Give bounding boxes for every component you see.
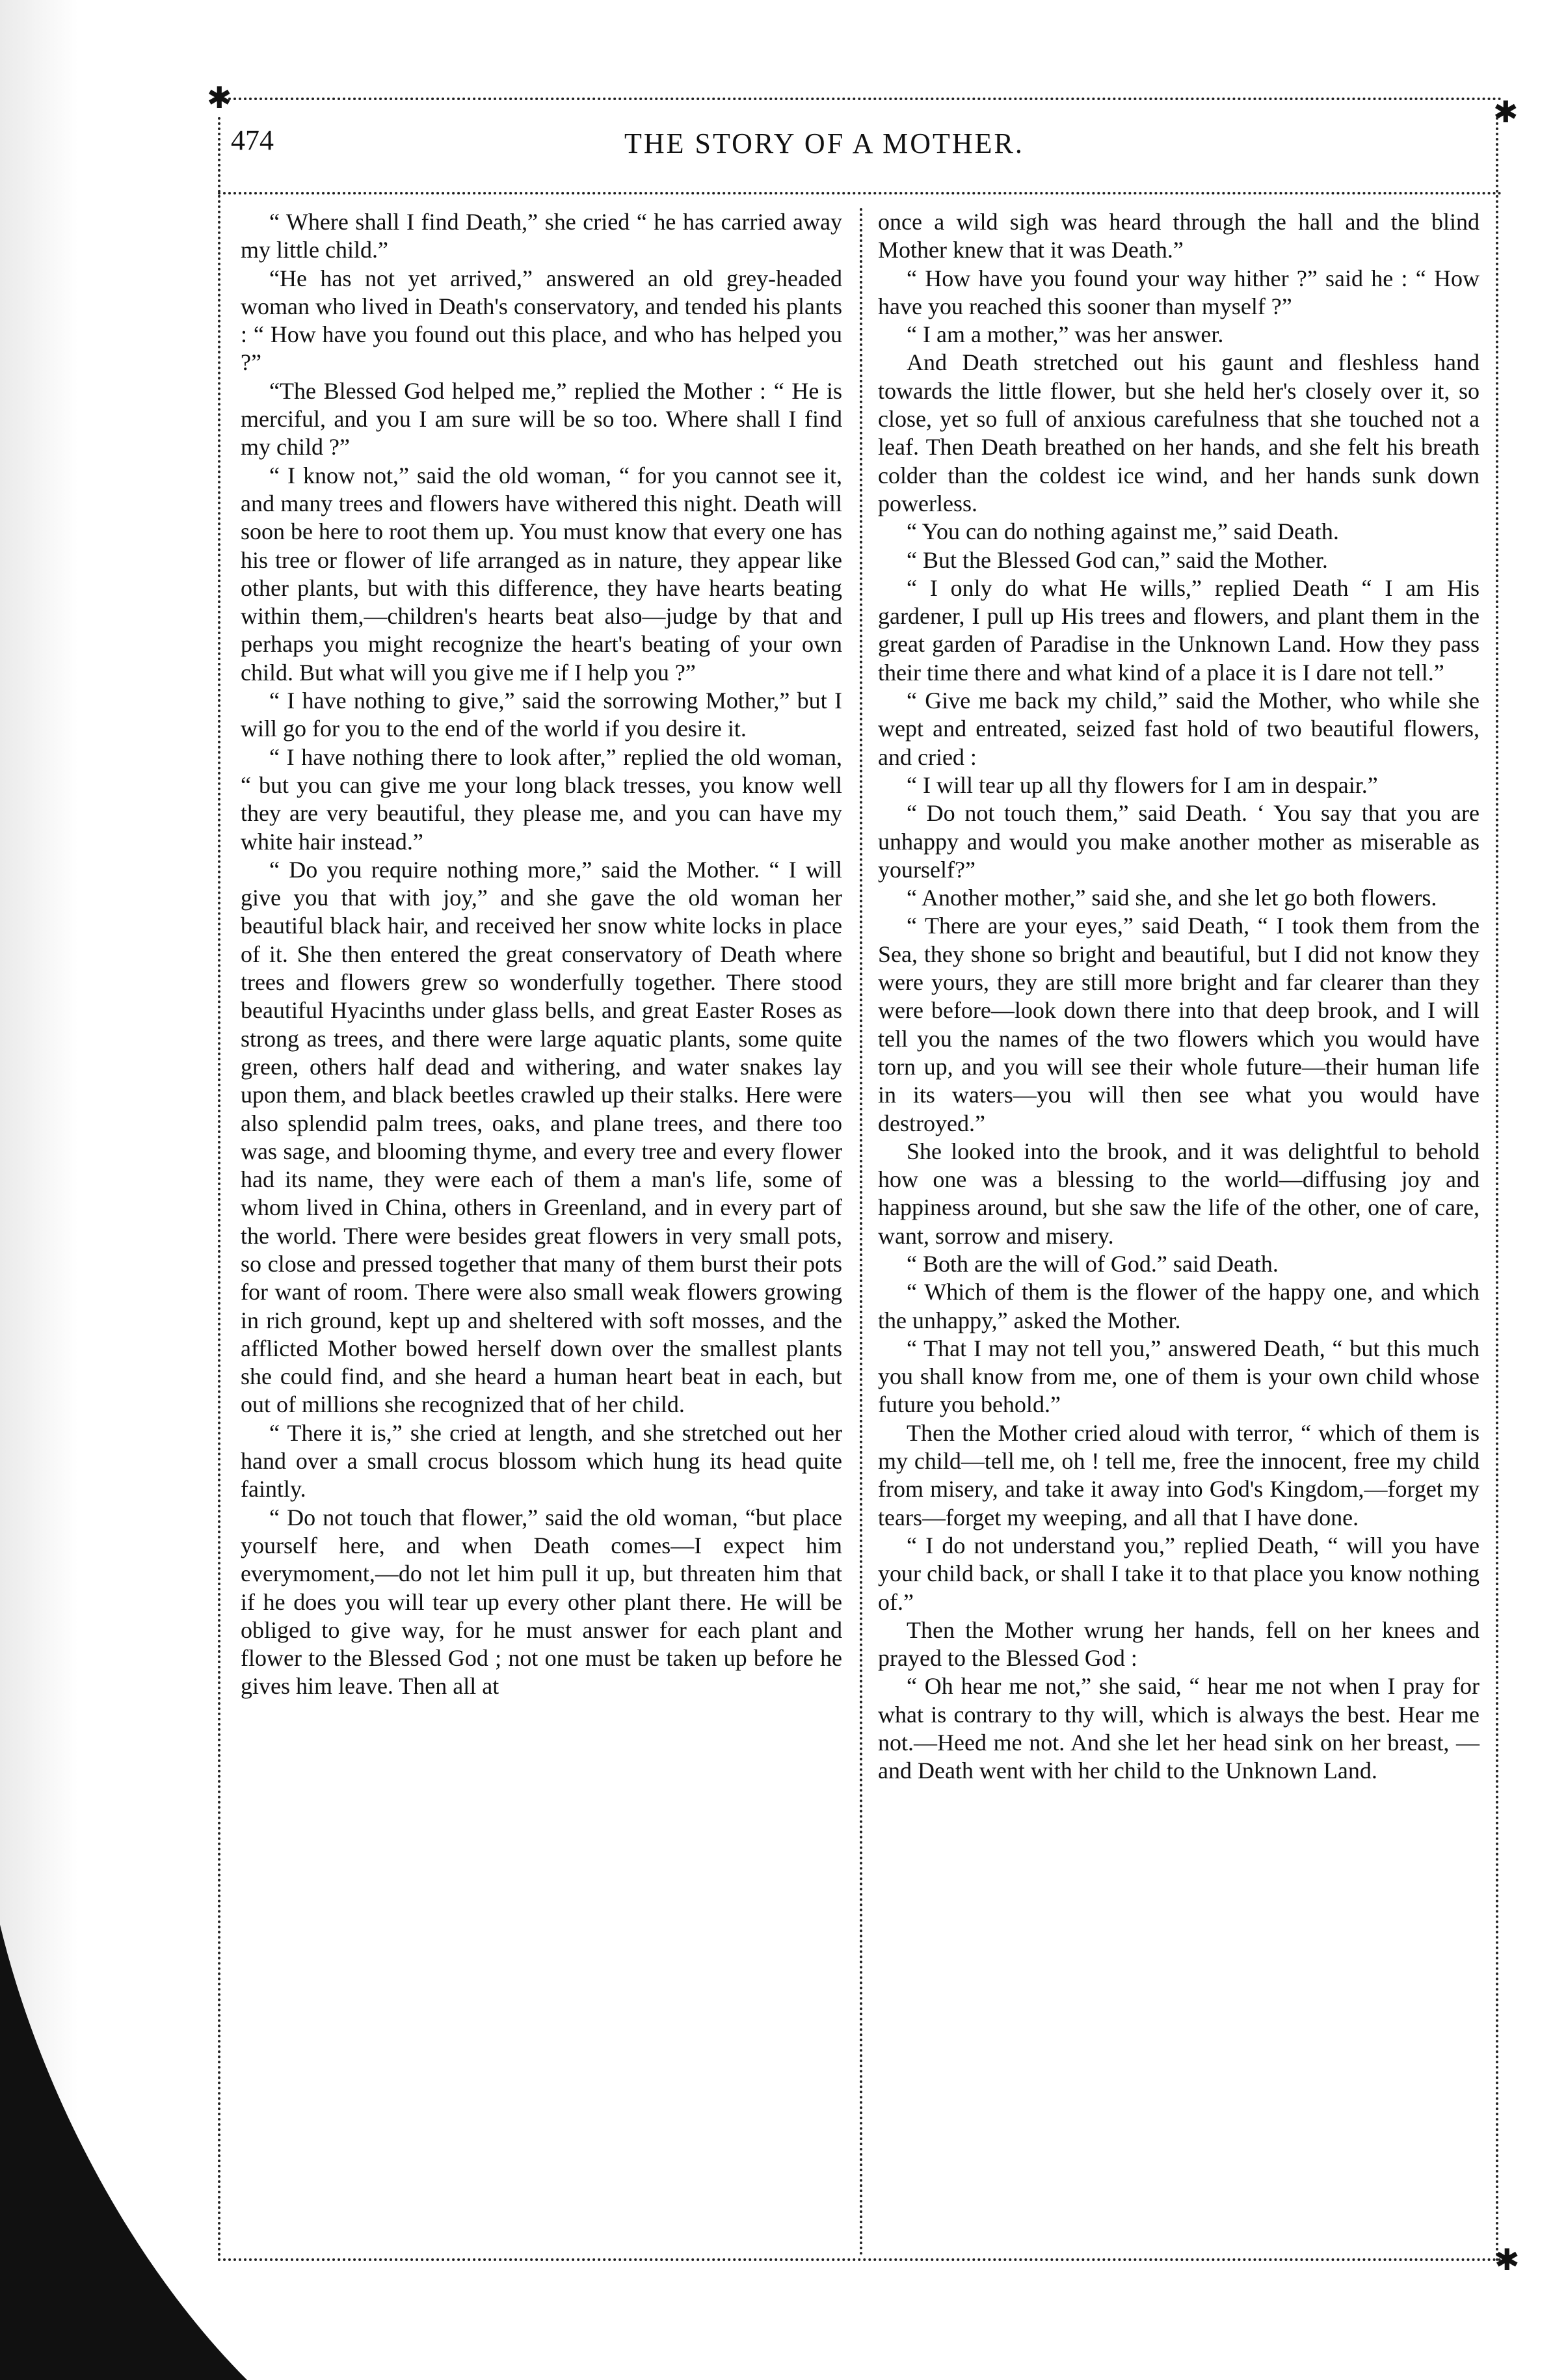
paragraph: Then the Mother wrung her hands, fell on her knees and prayed to the Blessed God : <box>878 1616 1480 1672</box>
paragraph: “ That I may not tell you,” answered Death, “ but this much you shall know from me, one of them is your own child whose future you behold.” <box>878 1335 1480 1418</box>
paragraph: “ Do not touch them,” said Death. ‘ You say that you are unhappy and would you make another mother as miserable as yourself?” <box>878 800 1480 883</box>
paragraph: “ Do you require nothing more,” said the Mother. “ I will give you that with joy,” and she gave the old woman her beautiful black hair, and received her snow white locks in place of it. She then entered the great conservatory of Death where trees and flowers grew so wonderfully together. There stood beautiful Hyacinths under glass bells, and great Easter Roses as strong as trees, and there were large aquatic plants, some quite green, others half dead and withering, and water snakes lay upon them, and black beetles crawled up their stalks. Here were also splendid palm trees, oaks, and plane trees, and there too was sage, and blooming thyme, and every tree and every flower had its name, they were each of them a man's life, some of whom lived in China, others in Greenland, and in every part of the world. There were besides great flowers in very small pots, so close and pressed together that many of them burst their pots for want of room. There were also small weak flowers growing in rich ground, kept up and sheltered with soft mosses, and the afflicted Mother bowed herself down over the smallest plants she could find, and she heard a human heart beat in each, but out of millions she recognized that of her child. <box>241 856 842 1418</box>
paragraph: “ There are your eyes,” said Death, “ I took them from the Sea, they shone so bright and beautiful, but I did not know they were yours, they are still more bright and far clearer than they were before—look down there into that deep brook, and I will tell you the names of the two flowers which you would have torn up, and you will see their whole future—their human life in its waters—you will then see what you would have destroyed.” <box>878 913 1480 1136</box>
paragraph: “ There it is,” she cried at length, and she stretched out her hand over a small crocus blossom which hung its head quite faintly. <box>241 1419 842 1503</box>
paragraph: “ I am a mother,” was her answer. <box>907 321 1224 348</box>
paragraph: She looked into the brook, and it was delightful to behold how one was a blessing to the world—diffusing joy and happiness around, but she saw the life of the other, one of care, want, sorrow and misery. <box>878 1138 1480 1249</box>
page-corner-shadow <box>0 1925 247 2380</box>
paragraph: “ I do not understand you,” replied Death, “ will you have your child back, or shall I take it to that place you know nothing of.” <box>878 1532 1480 1615</box>
paragraph: “ Both are the will of God.” said Death. <box>907 1250 1279 1277</box>
column-divider-rule <box>860 208 862 2257</box>
paragraph: “ I have nothing there to look after,” replied the old woman, “ but you can give me your long black tresses, you know well they are very beautiful, they please me, and you can have my white hair instead.” <box>241 743 842 855</box>
paragraph: Then the Mother cried aloud with terror, “ which of them is my child—tell me, oh ! tell me, free the innocent, free my child from misery, and take it away into God's Kingdom,—forget my tears—forget my weeping, and all that I have done. <box>878 1419 1480 1531</box>
paragraph: “He has not yet arrived,” answered an old grey-headed woman who lived in Death's conservatory, and tended his plants : “ How have you found out this place, and who has helped you ?” <box>241 265 842 376</box>
paragraph: “ I only do what He wills,” replied Death “ I am His gardener, I pull up His trees and flowers, and plant them in the great garden of Paradise in the Unknown Land. How they pass their time there and what kind of a place it is I dare not tell.” <box>878 574 1480 686</box>
header-underline-rule <box>218 192 1502 204</box>
paragraph: “ I know not,” said the old woman, “ for you cannot see it, and many trees and flowers have withered this night. Death will soon be here to root them up. You must know that every one has his tree or flower of life arranged as in nature, they appear like other plants, but with this difference, they have hearts beating within them,—children's hearts beat also—judge by that and perhaps you might recognize the heart's beating of your own child. But what will you give me if I help you ?” <box>241 462 842 686</box>
paragraph: “ But the Blessed God can,” said the Mother. <box>907 546 1328 573</box>
left-border-rule <box>218 117 220 2264</box>
paragraph: “ I have nothing to give,” said the sorrowing Mother,” but I will go for you to the end of the world if you desire it. <box>241 688 842 742</box>
ornament-star-icon: ✱ <box>1494 2243 1520 2277</box>
ornament-star-icon: ✱ <box>207 81 232 114</box>
running-title: THE STORY OF A MOTHER. <box>624 127 1024 159</box>
paragraph: “ Where shall I find Death,” she cried “ he has carried away my little child.” <box>241 209 842 263</box>
right-border-rule <box>1496 117 1498 2264</box>
top-ornament-rule <box>218 98 1502 109</box>
paragraph: once a wild sigh was heard through the hall and the blind Mother knew that it was Death.” <box>878 209 1480 263</box>
right-text-column <box>878 208 1480 1785</box>
paragraph: “ I will tear up all thy flowers for I am in despair.” <box>907 771 1378 798</box>
paragraph: “ You can do nothing against me,” said Death. <box>907 518 1339 545</box>
paragraph: “ Give me back my child,” said the Mother, who while she wept and entreated, seized fast hold of two beautiful flowers, and cried : <box>878 688 1480 770</box>
paragraph: “ Another mother,” said she, and she let go both flowers. <box>907 885 1437 911</box>
left-text-column <box>241 208 842 1701</box>
paragraph: “ How have you found your way hither ?” said he : “ How have you reached this sooner than myself ?” <box>878 265 1480 319</box>
paragraph: “ Oh hear me not,” she said, “ hear me not when I pray for what is contrary to thy will, which is always the best. Hear me not.—Heed me not. And she let her head sink on her breast, —and Death went with her child to the Unknown Land. <box>878 1673 1480 1784</box>
paragraph: “ Do not touch that flower,” said the old woman, “but place yourself here, and when Death comes—I expect him everymoment,—do not let him pull it up, but threaten him that if he does you will tear up every other plant there. He will be obliged to give way, for he must answer for each plant and flower to the Blessed God ; not one must be taken up before he gives him leave. Then all at <box>241 1504 842 1700</box>
paragraph: “ Which of them is the flower of the happy one, and which the unhappy,” asked the Mother. <box>878 1279 1480 1333</box>
bottom-ornament-rule <box>218 2258 1502 2261</box>
page-number: 474 <box>231 124 274 156</box>
paragraph: And Death stretched out his gaunt and fleshless hand towards the little flower, but she held her's closely over it, so close, yet so full of anxious carefulness that she touched not a leaf. Then Death breathed on her hands, and she felt his breath colder than the coldest ice wind, and her hands sunk down powerless. <box>878 349 1480 516</box>
paragraph: “The Blessed God helped me,” replied the Mother : “ He is merciful, and you I am sure will be so too. Where shall I find my child ?” <box>241 377 842 461</box>
ornament-star-icon: ✱ <box>1493 96 1519 129</box>
